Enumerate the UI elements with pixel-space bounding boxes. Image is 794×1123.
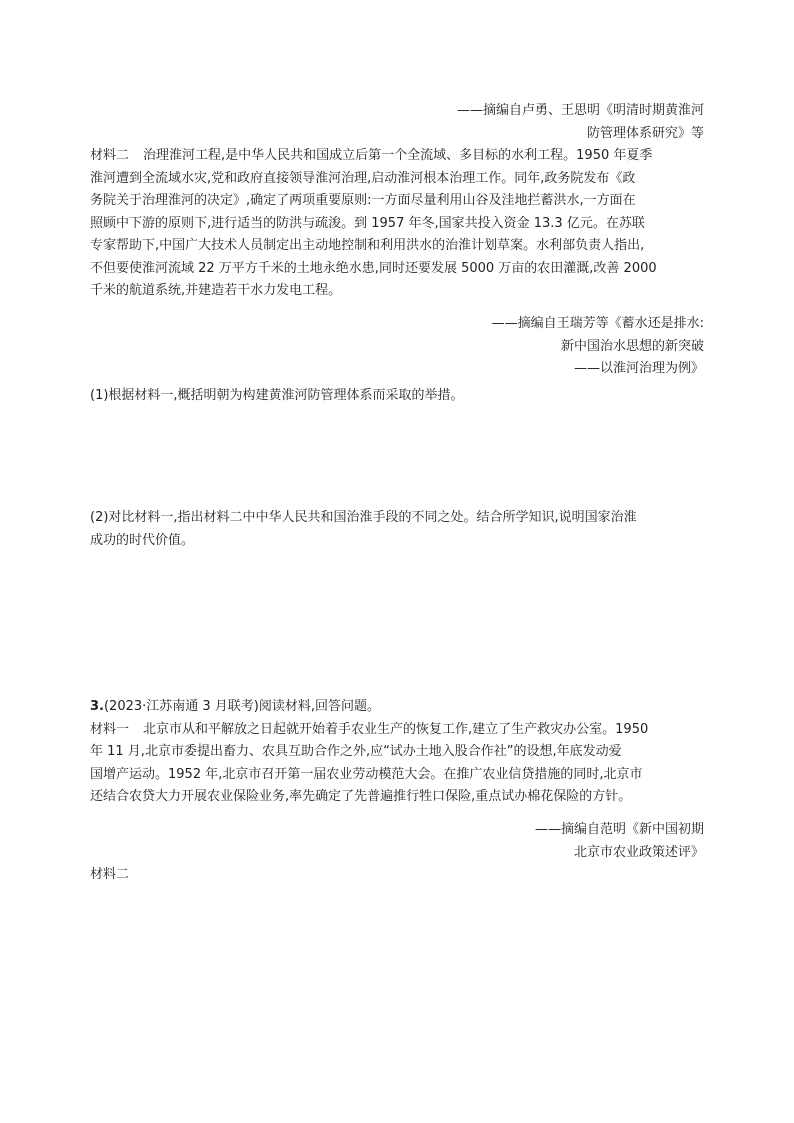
material-label: 材料二 [90,867,130,882]
paragraph-line: 北京市从和平解放之日起就开始着手农业生产的恢复工作,建立了生产救灾办公室。1950 [143,721,649,737]
problem-number: 3. [90,699,104,714]
source-citation-2 [90,313,704,381]
source-line: ——以淮河治理为例》 [573,361,704,376]
paragraph-line: 治理淮河工程,是中华人民共和国成立后第一个全流域、多目标的水利工程。1950 年夏季 [143,148,653,163]
paragraph-line: 年 11 月,北京市委提出畜力、农具互助合作之外,应“试办土地入股合作社”的设想,年底发动爱 [90,744,622,759]
paragraph-line: 国增产运动。1952 年,北京市召开第一届农业劳动模范大会。在推广农业信贷措施的同时,北京市 [90,766,643,782]
paragraph-line: 千米的航道系统,并建造若干水力发电工程。 [90,283,342,298]
material-two-label-block [90,864,704,887]
paragraph-line: 还结合农贷大力开展农业保险业务,率先确定了先普遍推行牲口保险,重点试办棉花保险的方针。 [90,789,632,804]
source-line: 新中国治水思想的新突破 [560,338,704,354]
source-line: 北京市农业政策述评》 [573,844,704,860]
source-line: 防管理体系研究》等 [586,125,704,141]
paragraph-line: 专家帮助下,中国广大技术人员制定出主动地控制和利用洪水的治淮计划草案。水利部负责人指出, [90,238,645,253]
paragraph-line: 淮河遭到全流域水灾,党和政府直接领导淮河治理,启动淮河根本治理工作。同年,政务院发布《政 [90,170,636,186]
material-two-paragraph [90,145,704,303]
question-text: (1)根据材料一,概括明朝为构建黄淮河防管理体系而采取的举措。 [90,388,464,403]
source-line: ——摘编自王瑞芳等《蓄水还是排水: [491,316,704,331]
paragraph-line: 照顾中下游的原则下,进行适当的防洪与疏浚。到 1957 年冬,国家共投入资金 13.3 亿元。在苏联 [90,215,645,231]
problem-header: (2023·江苏南通 3 月联考)阅读材料,回答问题。 [103,699,381,714]
source-citation-3 [90,819,704,864]
question-2 [90,507,704,552]
problem-3 [90,696,704,809]
material-label: 材料一 [90,721,130,737]
question-text: (2)对比材料一,指出材料二中中华人民共和国治淮手段的不同之处。结合所学知识,说明国家治淮 [90,510,637,525]
question-1 [90,385,704,408]
paragraph-line: 不但要使淮河流域 22 万平方千米的土地永绝水患,同时还要发展 5000 万亩的农田灌溉,改善 2000 [90,260,657,276]
source-line: ——摘编自范明《新中国初期 [534,822,704,837]
source-citation-1 [90,100,704,145]
question-text: 成功的时代价值。 [90,532,195,548]
source-line: ——摘编自卢勇、王思明《明清时期黄淮河 [456,103,704,118]
material-label: 材料二 [90,148,130,163]
paragraph-line: 务院关于治理淮河的决定》,确定了两项重要原则:一方面尽量利用山谷及洼地拦蓄洪水,一方面在 [90,193,636,208]
